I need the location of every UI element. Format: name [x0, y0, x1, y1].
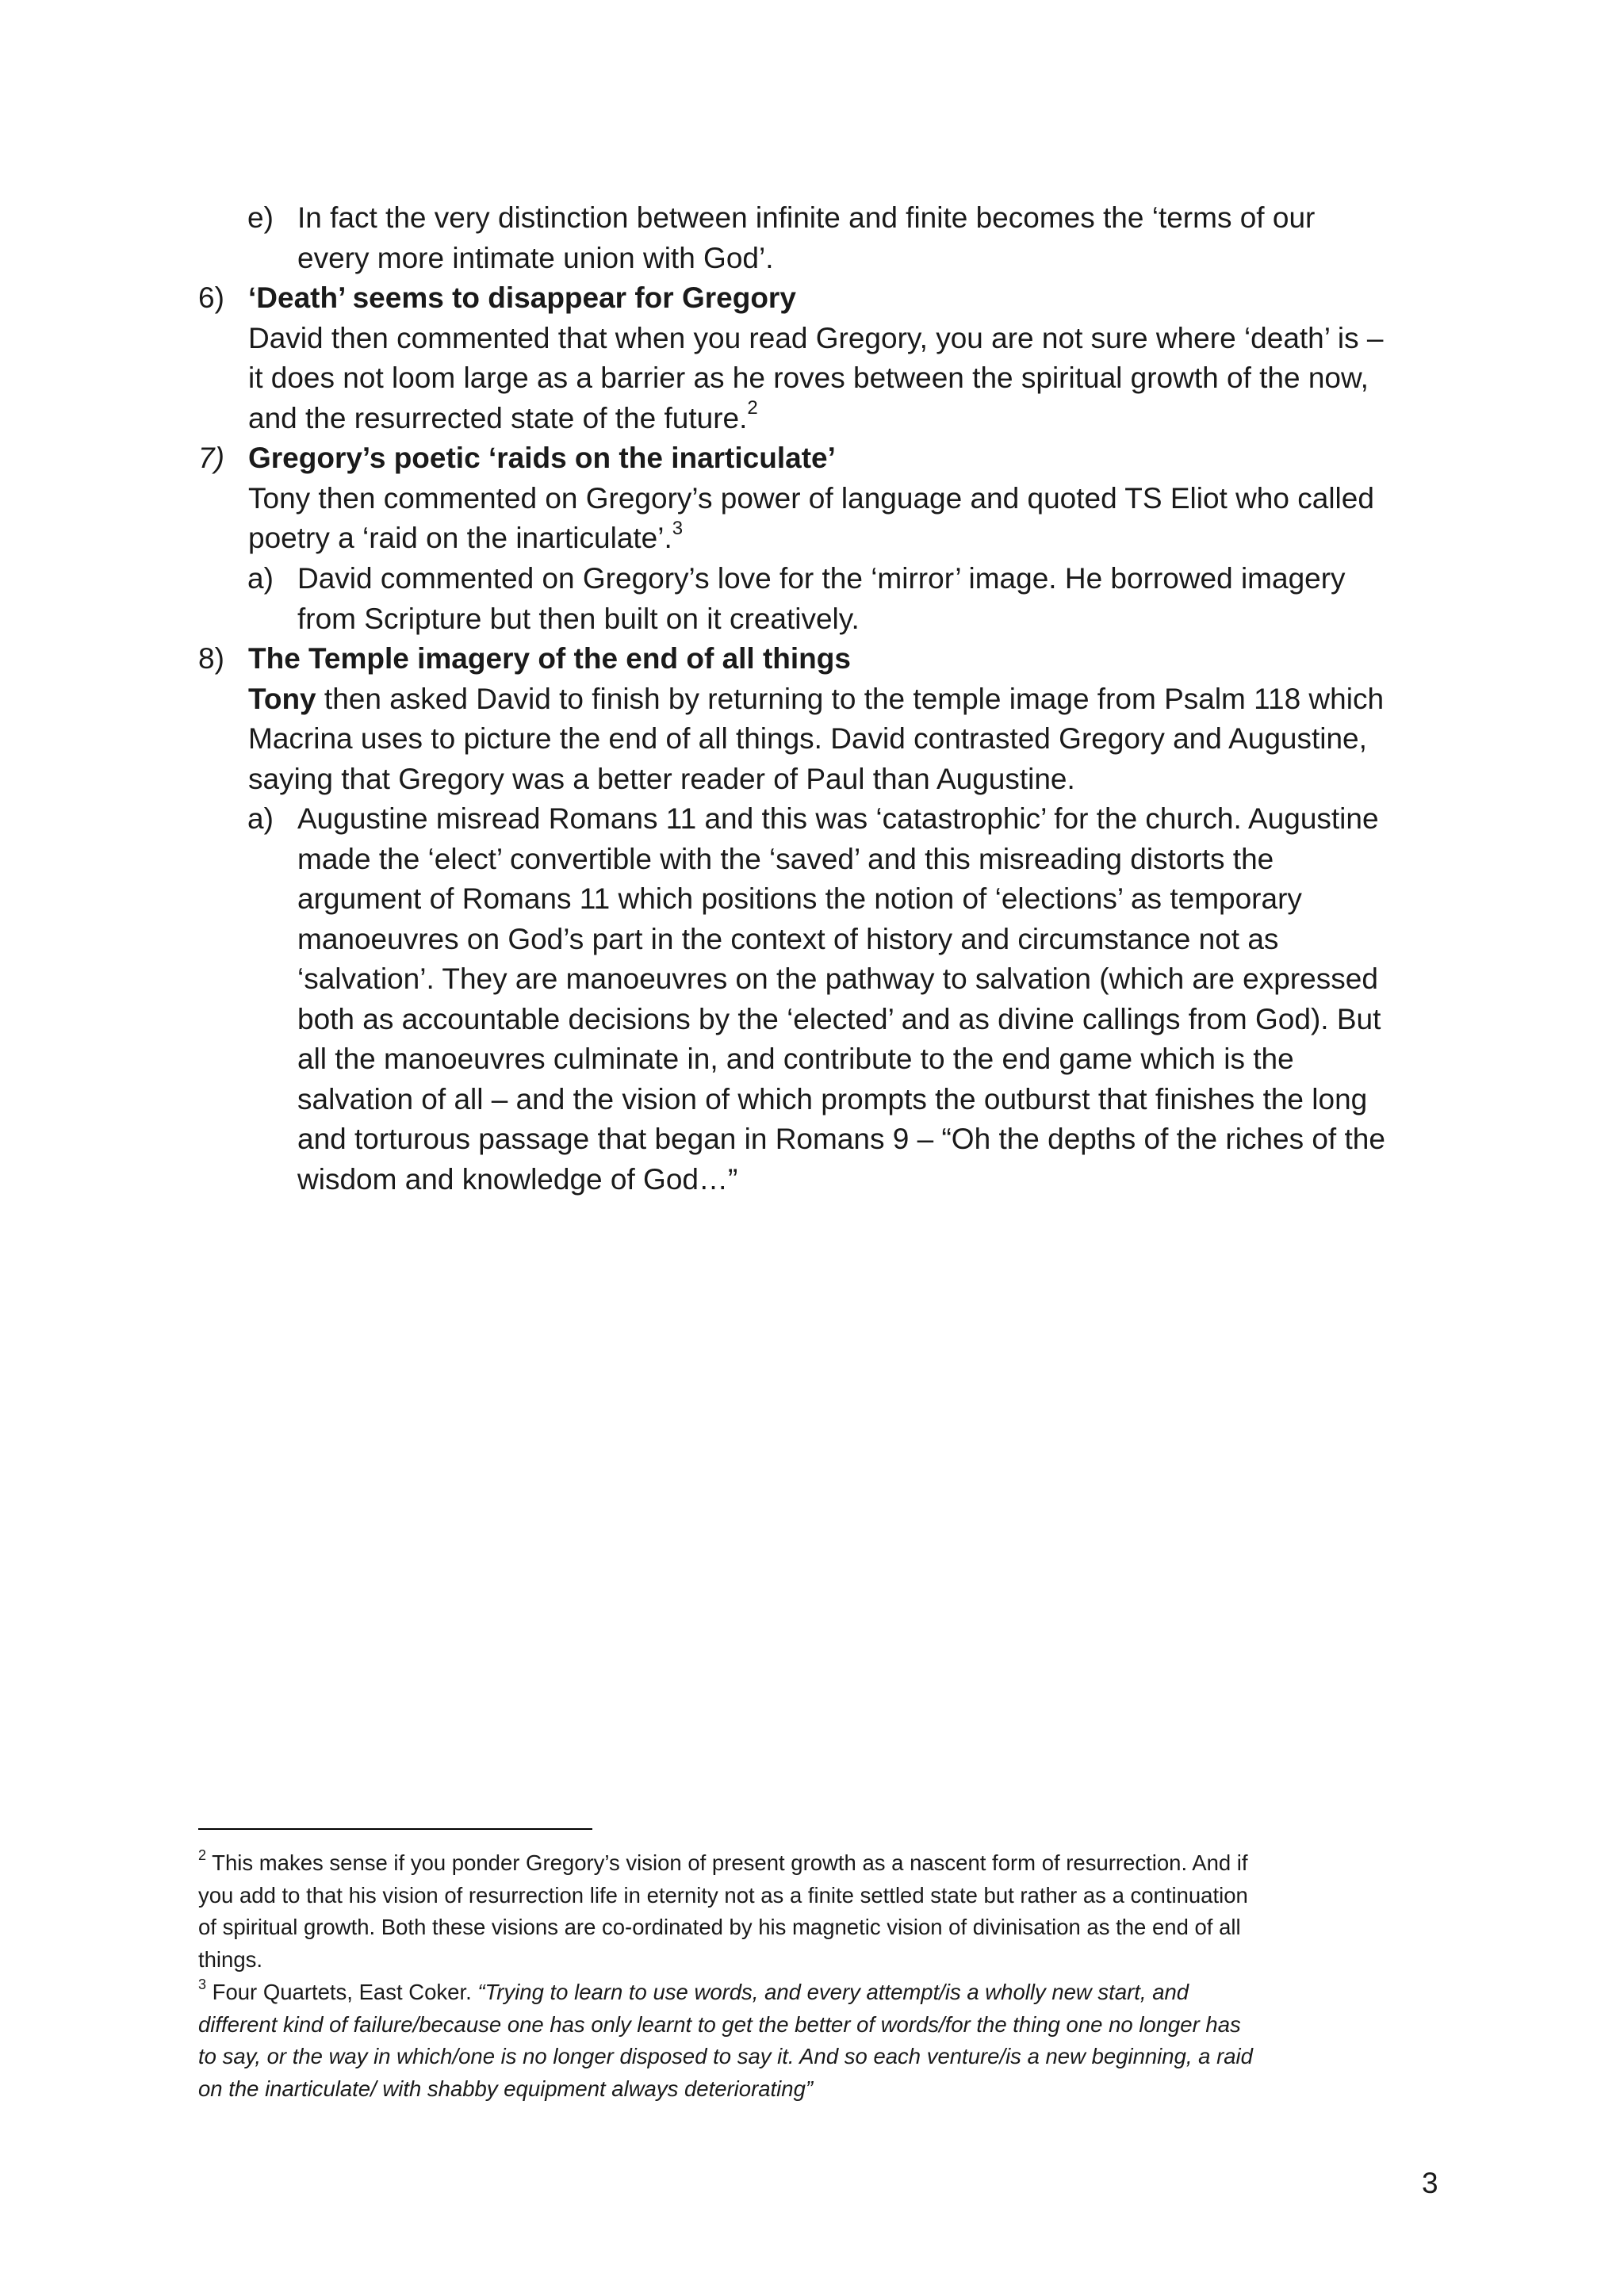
list-marker: e) [247, 201, 274, 234]
text-line: of spiritual growth. Both these visions are co-ordinated by his magnetic vision of divinisation as the end of all [198, 1915, 1241, 1940]
text-line: $^2$ This makes sense if you ponder Gregory’s vision of present growth as a nascent form of resurrection. And if [198, 1846, 1248, 1875]
list-item-text [297, 559, 1439, 639]
text-line: argument of Romans 11 which positions the notion of ‘elections’ as temporary [297, 882, 1302, 915]
text-line: to say, or the way in which/one is no longer disposed to say it. And so each venture/is a new beginning, a raid [198, 2044, 1253, 2069]
text-line: it does not loom large as a barrier as he roves between the spiritual growth of the now, [248, 362, 1369, 394]
text-line: on the inarticulate/ with shabby equipment always deteriorating” [198, 2076, 814, 2101]
text-line: David then commented that when you read Gregory, you are not sure where ‘death’ is – [248, 321, 1384, 354]
text-line: every more intimate union with God’. [297, 241, 774, 274]
text-line: you add to that his vision of resurrection life in eternity not as a finite settled state but rather as a continuation [198, 1882, 1248, 1908]
text-line: In fact the very distinction between infinite and finite becomes the ‘terms of our [297, 201, 1316, 234]
text-line: $^3$ Four Quartets, East Coker. “Trying to learn to use words, and every attempt/is a wholly new start, and [198, 1976, 1189, 2004]
footnote-separator [198, 1828, 592, 1830]
text-line: made the ‘elect’ convertible with the ‘saved’ and this misreading distorts the [297, 842, 1274, 875]
text-line: and the resurrected state of the future.$^2$ [248, 397, 758, 434]
footnote [198, 1976, 1443, 2105]
list-marker: a) [247, 562, 274, 595]
text-line: David commented on Gregory’s love for the ‘mirror’ image. He borrowed imagery [297, 562, 1346, 595]
text-line: Augustine misread Romans 11 and this was ‘catastrophic’ for the church. Augustine [297, 802, 1379, 835]
list-item-text [297, 198, 1439, 278]
footnote-ref[interactable]: 3 [672, 517, 684, 539]
text-line: Macrina uses to picture the end of all things. David contrasted Gregory and Augustine, [248, 722, 1367, 755]
section-heading: The Temple imagery of the end of all things [248, 642, 851, 675]
section-heading: Gregory’s poetic ‘raids on the inarticulate’ [248, 442, 836, 474]
text-line: Tony then asked David to finish by returning to the temple image from Psalm 118 which [248, 682, 1385, 715]
text-line: from Scripture but then built on it creatively. [297, 602, 860, 635]
speaker-name: Tony [248, 682, 316, 715]
text-line: salvation of all – and the vision of which prompts the outburst that finishes the long [297, 1082, 1368, 1115]
footnote-number: 2 [198, 1846, 207, 1863]
text-line: different kind of failure/because one has only learnt to get the better of words/for the thing one no longer has [198, 2011, 1241, 2037]
list-item-text [248, 438, 1442, 559]
footnote-number: 3 [198, 1976, 207, 1992]
footnote-ref[interactable]: 2 [747, 397, 758, 419]
list-item-text [248, 639, 1442, 799]
page-number: 3 [1422, 2167, 1438, 2199]
text-line: manoeuvres on God’s part in the context of history and circumstance not as [297, 922, 1279, 955]
list-item-text [248, 278, 1442, 438]
text-line: wisdom and knowledge of God…” [297, 1162, 738, 1196]
text-line: ‘salvation’. They are manoeuvres on the pathway to salvation (which are expressed [297, 962, 1378, 995]
text-line: things. [198, 1946, 263, 1972]
text-line: Tony then commented on Gregory’s power of language and quoted TS Eliot who called [248, 481, 1374, 515]
list-item-text [297, 799, 1439, 1200]
text-line: and torturous passage that began in Romans 9 – “Oh the depths of the riches of the [297, 1123, 1385, 1155]
footnote [198, 1847, 1443, 1976]
list-marker: 6) [198, 281, 224, 314]
section-heading: ‘Death’ seems to disappear for Gregory [248, 281, 796, 314]
list-marker: 7) [198, 442, 224, 474]
text-line: saying that Gregory was a better reader of Paul than Augustine. [248, 762, 1075, 795]
list-marker: a) [247, 802, 274, 835]
text-line: poetry a ‘raid on the inarticulate’.$^3$ [248, 517, 684, 554]
list-marker: 8) [198, 642, 224, 675]
text-line: all the manoeuvres culminate in, and contribute to the end game which is the [297, 1043, 1294, 1075]
text-line: both as accountable decisions by the ‘elected’ and as divine callings from God). But [297, 1002, 1381, 1035]
